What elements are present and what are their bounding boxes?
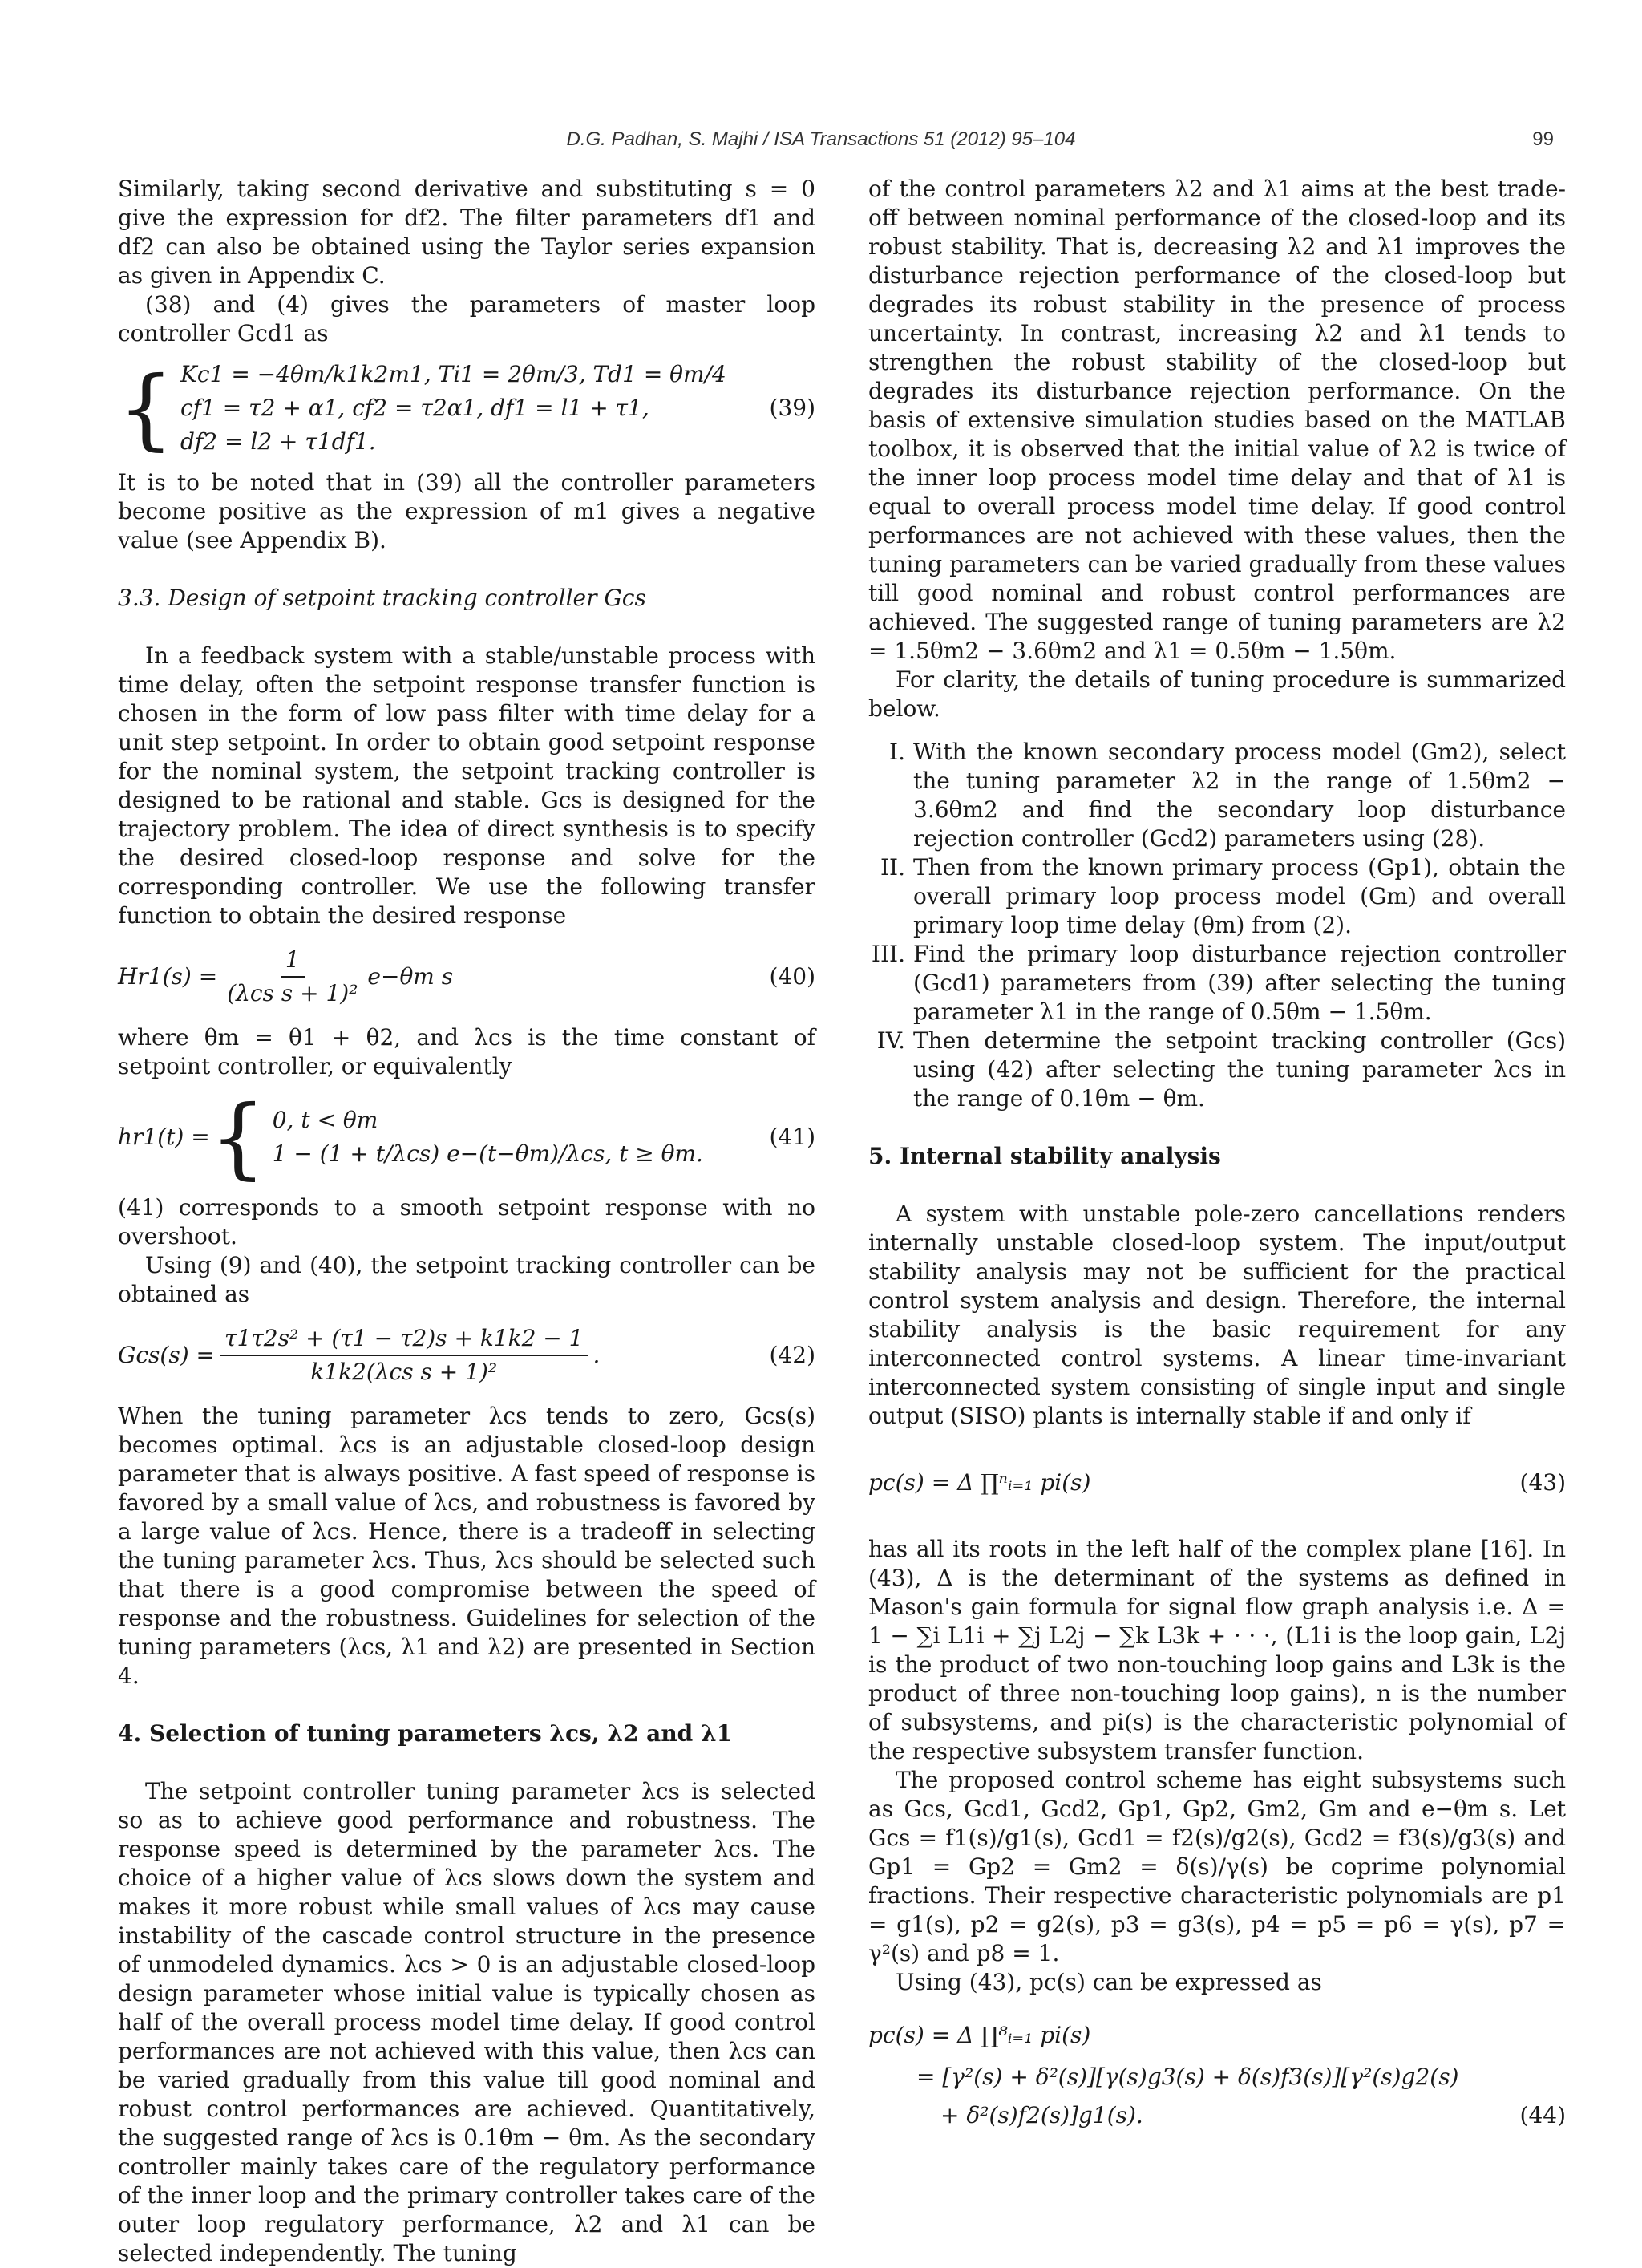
numerator: 1 <box>281 946 305 978</box>
paragraph: where θm = θ1 + θ2, and λcs is the time constant of setpoint controller, or equivalently <box>118 1024 815 1079</box>
exponential: e−θm s <box>367 963 454 990</box>
equation-lhs: hr1(t) = <box>118 1124 210 1150</box>
right-column <box>868 175 1566 2132</box>
list-label: II. <box>880 854 905 881</box>
running-head: D.G. Padhan, S. Majhi / ISA Transactions 51 (2012) 95–104 <box>566 128 1076 150</box>
fraction <box>220 1324 588 1387</box>
paragraph: The proposed control scheme has eight subsystems such as Gcs, Gcd1, Gcd2, Gp1, Gp2, Gm2, Gm and e−θm s. Let Gcs = f1(s)/g1(s), Gcd1 = f2(s)/g2(s), Gcd2 = f3(s)/g3(s) and Gp1 = Gp2 = Gm2 = δ(s)/γ(s) be coprime polynomial fractions. Their respective characteristic polynomials are p1 = g1(s), p2 = g2(s), p3 = g3(s), p4 = p5 = p6 = γ(s), p7 = γ²(s) and p8 = 1. <box>868 1767 1566 1966</box>
equation-line: = [γ²(s) + δ²(s)][γ(s)g3(s) + δ(s)f3(s)][γ²(s)g2(s) <box>916 2063 1459 2090</box>
equation-case: 0, t < θm <box>272 1107 378 1133</box>
list-item <box>868 853 1566 940</box>
equation-39 <box>118 356 815 460</box>
paragraph: has all its roots in the left half of the complex plane [16]. In (43), Δ is the determinant of the systems as defined in Mason's gain formula for signal flow graph analysis i.e. Δ = 1 − ∑i L1i + ∑j L2j − ∑k L3k + · · ·, (L1i is the loop gain, L2j is the product of two non-touching loop gains and L3k is the product of three non-touching loop gains), n is the number of subsystems, and pi(s) is the characteristic polynomial of the respective subsystem transfer function. <box>868 1536 1566 1764</box>
left-brace: { <box>118 357 174 460</box>
equation-lhs: Hr1(s) = <box>118 963 218 990</box>
list-label: III. <box>871 941 905 967</box>
equation-43 <box>868 1439 1566 1527</box>
list-text: Then from the known primary process (Gp1), obtain the overall primary loop process model (Gm) and overall primary loop time delay (θm) from (2). <box>913 854 1566 938</box>
equation-line: df2 = l2 + τ1df1. <box>180 428 376 455</box>
paragraph: In a feedback system with a stable/unstable process with time delay, often the setpoint response transfer function is chosen in the form of low pass filter with time delay for a unit step setpoint. In order to obtain good setpoint response for the nominal system, the setpoint tracking controller is designed to be rational and stable. Gcs is designed for the trajectory problem. The idea of direct synthesis is to specify the desired closed-loop response and solve for the corresponding controller. We use the following transfer function to obtain the desired response <box>118 642 815 929</box>
equation-line: pc(s) = Δ ∏⁸ᵢ₌₁ pi(s) <box>868 2022 1091 2048</box>
list-item <box>868 1027 1566 1113</box>
fraction <box>222 946 362 1008</box>
equation-case: 1 − (1 + t/λcs) e−(t−θm)/λcs, t ≥ θm. <box>272 1140 703 1167</box>
paragraph: When the tuning parameter λcs tends to zero, Gcs(s) becomes optimal. λcs is an adjustable closed-loop design parameter that is always positive. A fast speed of response is favored by a small value of λcs, and robustness is favored by a large value of λcs. Hence, there is a tradeoff in selecting the tuning parameter λcs. Thus, λcs should be selected such that there is a good compromise between the speed of response and the robustness. Guidelines for selection of the tuning parameters (λcs, λ1 and λ2) are presented in Section 4. <box>118 1403 815 1689</box>
equation-lhs: Gcs(s) = <box>118 1342 215 1368</box>
equation-42: Gcs(s) = $\frac{\text{τ1τ2s² + (τ1 − τ2)s + k1k2 − 1}}{\text{k1k2(λcs s + 1)²}}$ . (42) <box>118 1325 815 1385</box>
equation-body: pc(s) = Δ ∏ⁿᵢ₌₁ pi(s) <box>868 1469 1091 1496</box>
numerator: τ1τ2s² + (τ1 − τ2)s + k1k2 − 1 <box>220 1324 588 1356</box>
paragraph: Similarly, taking second derivative and substituting s = 0 give the expression for df2. The filter parameters df1 and df2 can also be obtained using the Taylor series expansion as given in Appendix C. <box>118 176 815 289</box>
equation-number: (43) <box>1519 1469 1566 1496</box>
list-label: I. <box>889 739 905 765</box>
section-heading-3-3: 3.3. Design of setpoint tracking controller Gcs <box>118 585 646 611</box>
section-heading-4: 4. Selection of tuning parameters λcs, λ2 and λ1 <box>118 1720 733 1747</box>
equation-line: + δ²(s)f2(s)]g1(s). <box>940 2102 1143 2128</box>
paragraph: Using (9) and (40), the setpoint tracking controller can be obtained as <box>118 1252 815 1307</box>
equation-number: (42) <box>769 1342 815 1368</box>
left-brace: { <box>209 1086 266 1189</box>
equation-40 <box>118 938 815 1015</box>
equation-number: (40) <box>769 963 815 990</box>
list-text: Find the primary loop disturbance rejection controller (Gcd1) parameters from (39) after selecting the tuning parameter λ1 in the range of 0.5θm − 1.5θm. <box>913 941 1566 1025</box>
list-label: IV. <box>876 1027 905 1054</box>
equation-41 <box>118 1086 815 1189</box>
list-text: With the known secondary process model (Gm2), select the tuning parameter λ2 in the range of 1.5θm2 − 3.6θm2 and find the secondary loop disturbance rejection controller (Gcd2) parameters using (28). <box>913 739 1566 852</box>
list-item <box>868 940 1566 1027</box>
paragraph: (38) and (4) gives the parameters of master loop controller Gcd1 as <box>118 291 815 346</box>
list-text: Then determine the setpoint tracking controller (Gcs) using (42) after selecting the tuning parameter λcs in the range of 0.1θm − θm. <box>913 1027 1566 1112</box>
paragraph: For clarity, the details of tuning procedure is summarized below. <box>868 666 1566 722</box>
equation-number: (39) <box>769 395 815 421</box>
paragraph: A system with unstable pole-zero cancellations renders internally unstable closed-loop system. The input/output stability analysis may not be sufficient for the practical control system analysis and design. Therefore, the internal stability analysis is the basic requirement for any interconnected control systems. A linear time-invariant interconnected system consisting of single input and single output (SISO) plants is internally stable if and only if <box>868 1201 1566 1429</box>
denominator: k1k2(λcs s + 1)² <box>310 1359 498 1385</box>
list-item <box>868 738 1566 853</box>
left-column <box>118 175 815 2266</box>
page-number: 99 <box>1532 128 1554 150</box>
equation-number: (44) <box>1519 2102 1566 2128</box>
denominator: (λcs s + 1)² <box>227 980 358 1006</box>
paragraph: The setpoint controller tuning parameter λcs is selected so as to achieve good performance and robustness. The response speed is determined by the parameter λcs. The choice of a higher value of λcs slows down the system and makes it more robust while small values of λcs may cause instability of the cascade control structure in the presence of unmodeled dynamics. λcs > 0 is an adjustable closed-loop design parameter whose initial value is typically chosen as half of the overall process model time delay. If good control performances are not achieved with this value, then λcs can be varied gradually from this value till good nominal and robust control performances are achieved. Quantitatively, the suggested range of λcs is 0.1θm − θm. As the secondary controller mainly takes care of the regulatory performance of the inner loop and the primary controller takes care of the outer loop regulatory performance, λ2 and λ1 can be selected independently. The tuning <box>118 1778 815 2266</box>
equation-44 <box>868 2013 1566 2135</box>
paragraph: (41) corresponds to a smooth setpoint response with no overshoot. <box>118 1194 815 1249</box>
paragraph: Using (43), pc(s) can be expressed as <box>896 1969 1322 1995</box>
equation-line: cf1 = τ2 + α1, cf2 = τ2α1, df1 = l1 + τ1, <box>180 395 649 421</box>
paragraph: It is to be noted that in (39) all the controller parameters become positive as the expression of m1 gives a negative value (see Appendix B). <box>118 469 815 553</box>
equation-line: Kc1 = −4θm/k1k2m1, Ti1 = 2θm/3, Td1 = θm/4 <box>180 361 726 387</box>
equation-number: (41) <box>769 1124 815 1150</box>
paragraph: of the control parameters λ2 and λ1 aims at the best trade-off between nominal performance of the closed-loop and its robust stability. That is, decreasing λ2 and λ1 improves the disturbance rejection performance of the closed-loop but degrades its robust stability in the presence of process uncertainty. In contrast, increasing λ2 and λ1 tends to strengthen the robust stability of the closed-loop but degrades its disturbance rejection performance. On the basis of extensive simulation studies based on the MATLAB toolbox, it is observed that the initial value of λ2 is twice of the inner loop process model time delay and that of λ1 is equal to overall process model time delay. If good control performances are not achieved with these values, then the tuning parameters can be varied gradually from these values till good nominal and robust control performances are achieved. The suggested range of tuning parameters are λ2 = 1.5θm2 − 3.6θm2 and λ1 = 0.5θm − 1.5θm. <box>868 176 1566 664</box>
section-heading-5: 5. Internal stability analysis <box>868 1143 1221 1169</box>
